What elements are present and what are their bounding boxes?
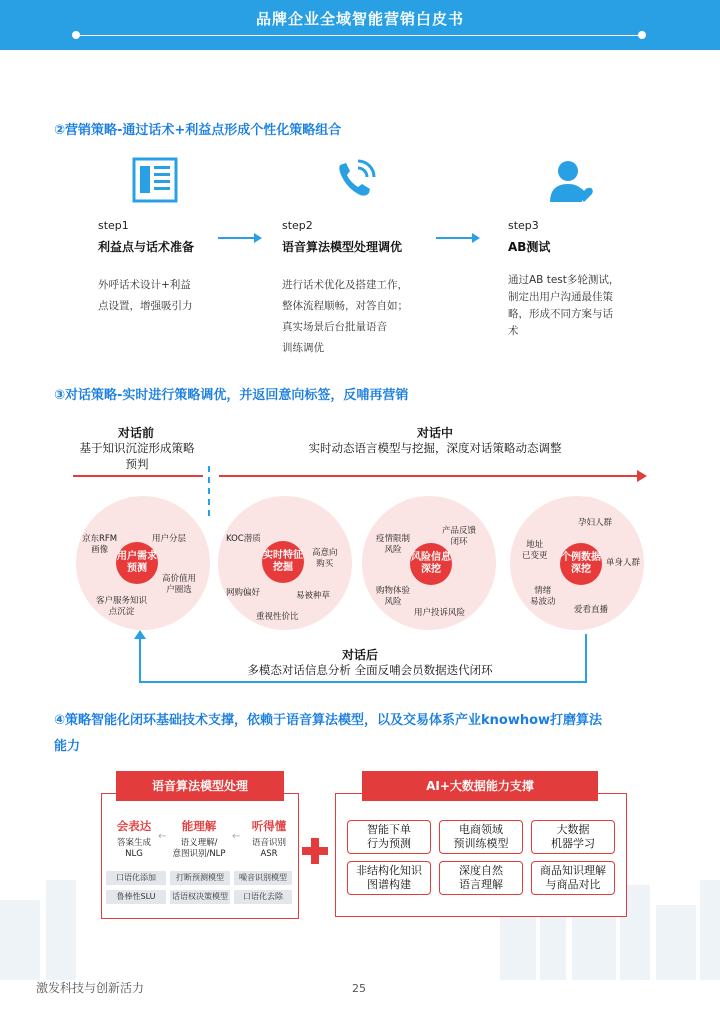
chip: 打断预测模型 xyxy=(170,871,230,885)
step2-name: 语音算法模型处理调优 xyxy=(282,240,403,254)
chip: 口语化添加 xyxy=(106,871,166,885)
chip: 话语权决策模型 xyxy=(170,890,230,904)
voice-col-hear: 听得懂 语音识别 ASR xyxy=(251,819,287,859)
after-phase-title: 对话后 xyxy=(341,648,378,662)
ai-panel-title: AI+大数据能力支撑 xyxy=(362,771,598,801)
step2-desc: 进行话术优化及搭建工作， 整体流程顺畅，对答自如； 真实场景后台批量语音 训练调优 xyxy=(282,279,408,354)
ai-capability-box: 商品知识理解 与商品对比 xyxy=(531,861,615,895)
circle3-label: 产品反馈 闭环 xyxy=(442,526,477,547)
step-arrow-2 xyxy=(436,237,478,239)
header-dot-left xyxy=(72,31,80,39)
step1-desc: 外呼话术设计+利益 点设置，增强吸引力 xyxy=(98,279,193,312)
left-arrow-icon: ← xyxy=(158,831,167,842)
phone-call-icon xyxy=(332,155,380,203)
before-phase-desc: 基于知识沉淀形成策略 预判 xyxy=(79,441,195,471)
step1-label: step1 xyxy=(98,219,129,232)
core-risk-mining: 风险信息深挖 xyxy=(410,543,452,585)
step2-label: step2 xyxy=(282,219,313,232)
voice-col-understand: 能理解 语义理解/ 意图识别/NLP xyxy=(172,819,226,859)
voice-panel-title: 语音算法模型处理 xyxy=(116,771,284,801)
user-heart-icon xyxy=(548,158,594,204)
feedback-arrow-head xyxy=(134,630,146,639)
document-list-icon xyxy=(132,157,178,203)
circle2-label: KOC潜质 xyxy=(226,534,261,544)
ai-capability-box: 非结构化知识 图谱构建 xyxy=(347,861,431,895)
core-realtime-features: 实时特征挖掘 xyxy=(262,541,304,583)
ai-capability-box: 深度自然 语言理解 xyxy=(439,861,523,895)
section4-title-line1: ④策略智能化闭环基础技术支撑，依赖于语音算法模型，以及交易体系产业knowhow打磨算法 xyxy=(54,713,603,728)
during-phase-desc: 实时动态语言模型与挖掘，深度对话策略动态调整 xyxy=(308,441,562,455)
after-phase-desc: 多模态对话信息分析 全面反哺会员数据迭代闭环 xyxy=(247,663,493,677)
step3-name: AB测试 xyxy=(508,240,551,254)
header-rule xyxy=(76,35,642,36)
chip: 噪音识别模型 xyxy=(234,871,292,885)
footer-slogan: 激发科技与创新活力 xyxy=(36,981,145,995)
step1-name: 利益点与话术准备 xyxy=(98,240,195,254)
circle1-label: 客户服务知识 点沉淀 xyxy=(96,596,148,617)
circle4-label: 孕妇人群 xyxy=(578,518,613,528)
circle4-label: 爱看直播 xyxy=(574,605,609,615)
circle4-label: 情绪 易波动 xyxy=(530,586,556,607)
circle3-label: 购物体验 风险 xyxy=(376,586,411,607)
page-number: 25 xyxy=(352,982,366,995)
circle2-label: 重视性价比 xyxy=(256,612,299,622)
core-demand-forecast: 用户需求预测 xyxy=(116,542,158,584)
circle4-label: 地址 已变更 xyxy=(522,540,548,561)
circle2-label: 易被种草 xyxy=(296,591,331,601)
plus-icon xyxy=(302,838,328,864)
timeline-during xyxy=(219,475,639,477)
circle4-label: 单身人群 xyxy=(606,558,641,568)
core-case-data: 个例数据深挖 xyxy=(560,543,602,585)
chip: 口语化去除 xyxy=(234,890,292,904)
ai-capability-box: 电商领域 预训练模型 xyxy=(439,820,523,854)
before-phase-title: 对话前 xyxy=(117,426,154,440)
phase-divider xyxy=(208,466,210,516)
step3-desc: 通过AB test多轮测试， 制定出用户沟通最佳策 略，形成不同方案与话 术 xyxy=(508,274,620,337)
circle1-label: 京东RFM 画像 xyxy=(82,534,118,555)
circle2-label: 网购偏好 xyxy=(226,588,261,598)
document-title: 品牌企业全域智能营销白皮书 xyxy=(255,10,464,28)
ai-capability-box: 大数据 机器学习 xyxy=(531,820,615,854)
chip: 鲁棒性SLU xyxy=(106,890,166,904)
section3-title: ③对话策略-实时进行策略调优，并返回意向标签，反哺再营销 xyxy=(54,388,409,403)
voice-col-express: 会表达 答案生成 NLG xyxy=(116,819,152,859)
ai-capability-box: 智能下单 行为预测 xyxy=(347,820,431,854)
circle3-label: 用户投诉风险 xyxy=(414,608,466,618)
timeline-before xyxy=(73,475,203,477)
ai-bigdata-panel xyxy=(335,793,627,917)
step3-label: step3 xyxy=(508,219,539,232)
circle3-label: 疫情限制 风险 xyxy=(376,534,411,555)
step-arrow-1 xyxy=(218,237,260,239)
circle2-label: 高意向 购买 xyxy=(312,548,338,569)
during-phase-title: 对话中 xyxy=(416,426,453,440)
header-dot-right xyxy=(638,31,646,39)
left-arrow-icon: ← xyxy=(232,831,241,842)
section4-title-line2: 能力 xyxy=(54,739,81,754)
circle1-label: 用户分层 xyxy=(152,534,187,544)
section2-title: ②营销策略-通过话术+利益点形成个性化策略组合 xyxy=(54,123,342,138)
circle1-label: 高价值用 户圈选 xyxy=(162,574,197,595)
